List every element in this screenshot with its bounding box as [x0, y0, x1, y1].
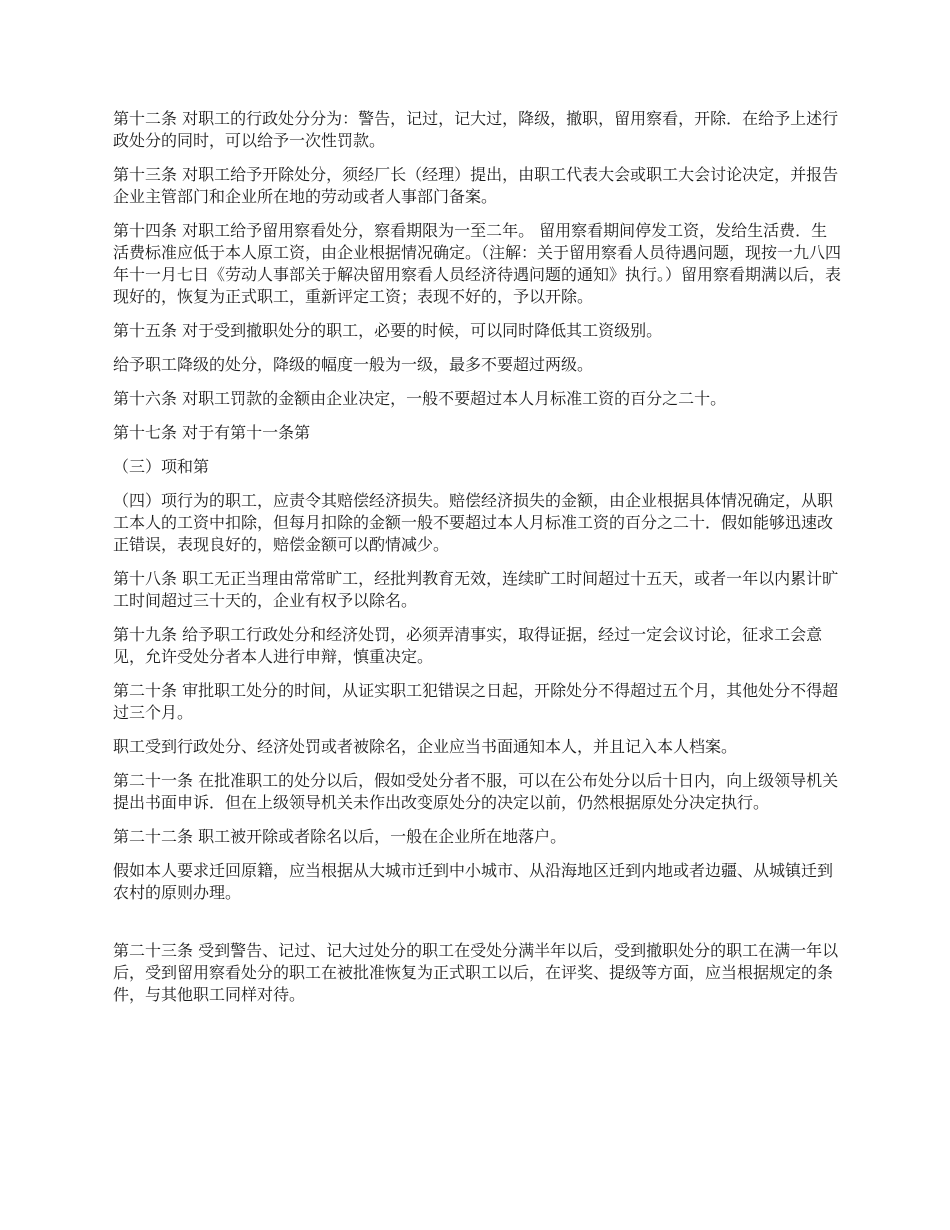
- paragraph-article-21: 第二十一条 在批准职工的处分以后，假如受处分者不服，可以在公布处分以后十日内，向上级领导机关提出书面申诉．但在上级领导机关未作出改变原处分的决定以前，仍然根据原处分决定执行。: [113, 771, 839, 812]
- paragraph-article-23: 第二十三条 受到警告、记过、记大过处分的职工在受处分满半年以后，受到撤职处分的职工在满一年以后，受到留用察看处分的职工在被批准恢复为正式职工以后，在评奖、提级等方面，应当根据规定的条件，与其他职工同样对待。: [113, 941, 839, 1004]
- paragraph-article-16: 第十六条 对职工罚款的金额由企业决定，一般不要超过本人月标准工资的百分之二十。: [113, 389, 727, 408]
- paragraph-demotion: 给予职工降级的处分，降级的幅度一般为一级，最多不要超过两级。: [113, 355, 594, 374]
- paragraph-relocation: 假如本人要求迁回原籍，应当根据从大城市迁到中小城市、从沿海地区迁到内地或者边疆、从城镇迁到农村的原则办理。: [113, 861, 834, 902]
- paragraph-article-22: 第二十二条 职工被开除或者除名以后，一般在企业所在地落户。: [113, 827, 567, 846]
- paragraph-article-20: 第二十条 审批职工处分的时间，从证实职工犯错误之日起，开除处分不得超过五个月，其他处分不得超过三个月。: [113, 681, 839, 722]
- paragraph-article-18: 第十八条 职工无正当理由常常旷工，经批判教育无效，连续旷工时间超过十五天，或者一年以内累计旷工时间超过三十天的，企业有权予以除名。: [113, 569, 839, 610]
- paragraph-article-12: 第十二条 对职工的行政处分分为：警告，记过，记大过，降级，撤职，留用察看，开除．在给予上述行政处分的同时，可以给予一次性罚款。: [113, 109, 839, 150]
- paragraph-article-15: 第十五条 对于受到撤职处分的职工，必要的时候，可以同时降低其工资级别。: [113, 321, 663, 340]
- document-body: [113, 108, 841, 1018]
- paragraph-article-17: 第十七条 对于有第十一条第: [113, 423, 311, 442]
- paragraph-item-3: （三）项和第: [113, 457, 210, 476]
- paragraph-item-4: （四）项行为的职工，应责令其赔偿经济损失。赔偿经济损失的金额，由企业根据具体情况确定，从职工本人的工资中扣除，但每月扣除的金额一般不要超过本人月标准工资的百分之二十．假如能够迅速改正错误，表现良好的，赔偿金额可以酌情减少。: [113, 491, 834, 554]
- paragraph-article-14: 第十四条 对职工给予留用察看处分，察看期限为一至二年。 留用察看期间停发工资，发给生活费．生活费标准应低于本人原工资，由企业根据情况确定。（注解：关于留用察看人员待遇问题，现按一九八四年十一月七日《劳动人事部关于解决留用察看人员经济待遇问题的通知》执行。）留用察看期满以后，表现好的，恢复为正式职工，重新评定工资；表现不好的，予以开除。: [113, 221, 842, 306]
- paragraph-article-19: 第十九条 给予职工行政处分和经济处罚，必须弄清事实，取得证据，经过一定会议讨论，征求工会意见，允许受处分者本人进行申辩，慎重决定。: [113, 625, 823, 666]
- paragraph-notification: 职工受到行政处分、经济处罚或者被除名，企业应当书面通知本人，并且记入本人档案。: [113, 737, 738, 756]
- paragraph-article-13: 第十三条 对职工给予开除处分，须经厂长（经理）提出，由职工代表大会或职工大会讨论决定，并报告企业主管部门和企业所在地的劳动或者人事部门备案。: [113, 165, 839, 206]
